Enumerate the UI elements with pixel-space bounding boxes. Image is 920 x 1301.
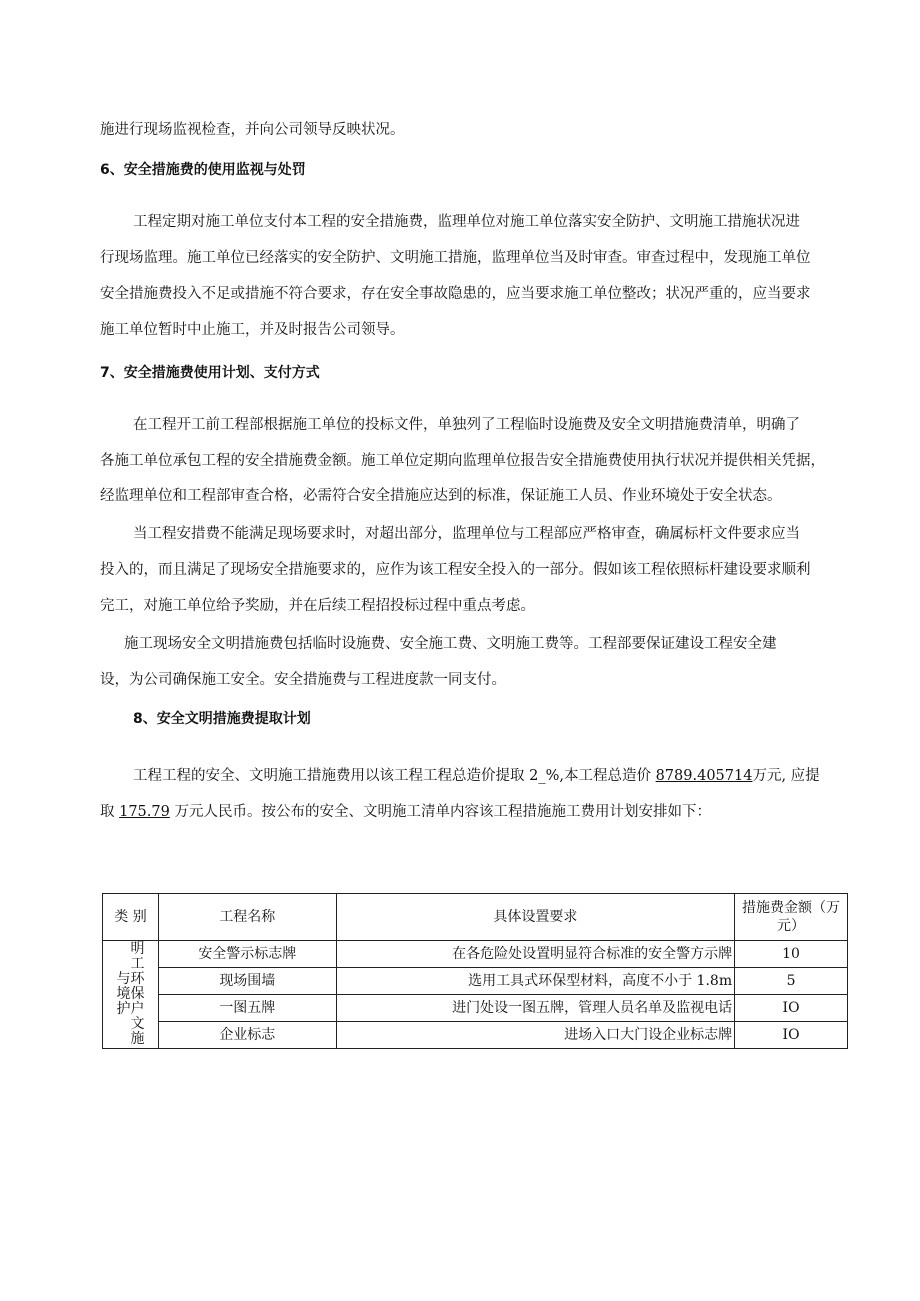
total-cost-value: 8789.405714 — [655, 768, 753, 784]
category-char: 护户 — [116, 1001, 145, 1017]
table-row — [103, 995, 848, 1022]
header-category: 类 别 — [103, 894, 159, 941]
table-row — [103, 941, 848, 968]
sec7-p1-line: 在工程开工前工程部根据施工单位的投标文件，单独列了工程临时设施费及安全文明措施费清单，明确了 — [133, 417, 800, 433]
sec8-line-2 — [100, 802, 711, 822]
row-name: 安全警示标志牌 — [158, 941, 336, 968]
sec7-p2-line: 完工，对施工单位给予奖励，并在后续工程招投标过程中重点考虑。 — [100, 598, 535, 614]
header-project-name: 工程名称 — [158, 894, 336, 941]
table-row — [103, 968, 848, 995]
category-char: 施 — [130, 1031, 145, 1047]
category-char: 与环 — [116, 971, 145, 987]
row-name: 企业标志 — [158, 1022, 336, 1049]
row-requirement: 在各危险处设置明显符合标准的安全警方示牌 — [336, 941, 734, 968]
sec7-p3-line: 施工现场安全文明措施费包括临时设施费、安全施工费、文明施工费等。工程部要保证建设工程安全建 — [124, 636, 777, 652]
row-requirement: 进门处设一图五牌，管理人员名单及监视电话 — [336, 995, 734, 1022]
table-header-row — [103, 894, 848, 941]
row-amount: IO — [735, 1022, 848, 1049]
category-char: 工 — [130, 956, 145, 972]
sec8-text: 万元, 应提 — [752, 768, 820, 784]
category-char: 境保 — [116, 986, 145, 1002]
row-amount: IO — [735, 995, 848, 1022]
sec6-line: 安全措施费投入不足或措施不符合要求，存在安全事故隐患的，应当要求施工单位整改；状况严重的，应当要求 — [100, 286, 811, 302]
category-cell — [103, 941, 159, 1049]
sec8-text: 工程工程的安全、文明施工措施费用以该工程工程总造价提取 2_%,本工程总造价 — [133, 768, 651, 784]
sec6-line: 工程定期对施工单位支付本工程的安全措施费，监理单位对施工单位落实安全防护、文明施工措施状况进 — [133, 214, 800, 230]
table-row — [103, 1022, 848, 1049]
row-name: 一图五牌 — [158, 995, 336, 1022]
category-char: 明 — [130, 941, 145, 957]
sec7-p1-line: 各施工单位承包工程的安全措施费金额。施工单位定期向监理单位报告安全措施费使用执行状况并提供相关凭据， — [100, 453, 825, 469]
header-amount: 措施费金额（万元） — [735, 894, 848, 941]
sec7-p1-line: 经监理单位和工程部审查合格，必需符合安全措施应达到的标准，保证施工人员、作业环境处于安全状态。 — [100, 488, 782, 504]
header-requirement: 具体设置要求 — [336, 894, 734, 941]
row-amount: 5 — [735, 968, 848, 995]
category-char: 文 — [130, 1016, 145, 1032]
row-requirement: 选用工具式环保型材料，高度不小于 1.8m — [336, 968, 734, 995]
sec8-line-1 — [133, 766, 820, 786]
extract-amount-value: 175.79 — [119, 804, 170, 820]
section-8-heading: 8、安全文明措施费提取计划 — [133, 711, 311, 727]
fee-plan-table — [102, 893, 848, 1049]
sec7-p3-line: 设，为公司确保施工安全。安全措施费与工程进度款一同支付。 — [100, 672, 506, 688]
sec7-p2-line: 当工程安措费不能满足现场要求时，对超出部分，监理单位与工程部应严格审查，确属标杆文件要求应当 — [133, 526, 800, 542]
sec8-text: 取 — [100, 804, 115, 820]
sec6-line: 施工单位暂时中止施工，并及时报告公司领导。 — [100, 322, 405, 338]
row-amount: 10 — [735, 941, 848, 968]
intro-tail: 施进行现场监视检查，并向公司领导反映状况。 — [100, 122, 405, 138]
row-name: 现场围墙 — [158, 968, 336, 995]
sec7-p2-line: 投入的，而且满足了现场安全措施要求的，应作为该工程安全投入的一部分。假如该工程依照标杆建设要求顺利 — [100, 562, 811, 578]
sec6-line: 行现场监理。施工单位已经落实的安全防护、文明施工措施，监理单位当及时审查。审查过程中，发现施工单位 — [100, 250, 811, 266]
section-7-heading: 7、安全措施费使用计划、支付方式 — [100, 365, 320, 381]
section-6-heading: 6、安全措施费的使用监视与处罚 — [100, 162, 306, 178]
sec8-text: 万元人民币。按公布的安全、文明施工清单内容该工程措施施工费用计划安排如下： — [174, 804, 711, 820]
row-requirement: 进场入口大门设企业标志牌 — [336, 1022, 734, 1049]
